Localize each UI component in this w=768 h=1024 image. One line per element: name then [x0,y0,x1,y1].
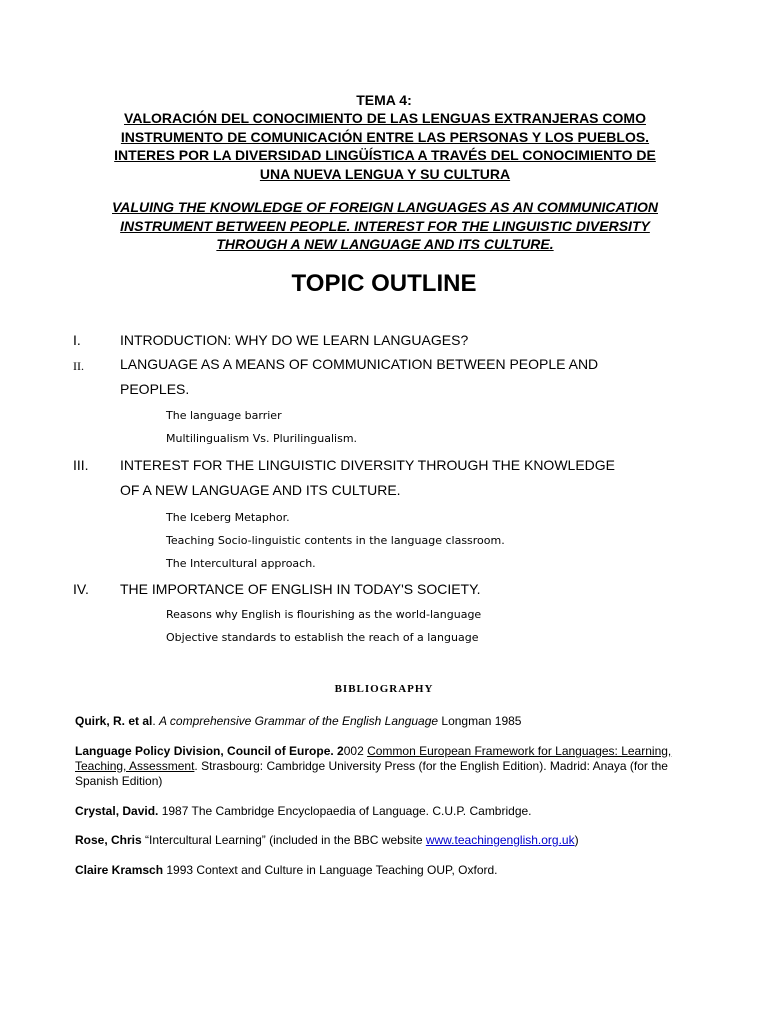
bibliography-entry [75,833,705,848]
tema-number: TEMA 4: [356,92,412,108]
bibliography-entry [75,714,705,729]
section-title [120,453,680,503]
english-title-line: INSTRUMENT BETWEEN PEOPLE. INTEREST FOR THE LINGUISTIC DIVERSITY [120,217,650,234]
entry-author: Quirk, R. et al [75,714,153,728]
subitem: The Intercultural approach. [166,557,316,570]
subitem: Teaching Socio-linguistic contents in the language classroom. [166,534,505,547]
entry-separator: . [152,714,160,728]
english-title-line: VALUING THE KNOWLEDGE OF FOREIGN LANGUAGES AS AN COMMUNICATION [112,199,658,215]
section-title-line: INTEREST FOR THE LINGUISTIC DIVERSITY THROUGH THE KNOWLEDGE [120,457,615,473]
subitem: Reasons why English is flourishing as the world-language [166,608,482,621]
section-title-line: PEOPLES. [120,381,190,397]
section-title [120,328,680,353]
entry-publisher: . Strasbourg: Cambridge University Press (for the English Edition). Madrid: Anaya (for the Spanish Edition) [75,759,668,788]
section-title-line: LANGUAGE AS A MEANS OF COMMUNICATION BETWEEN PEOPLE AND [120,356,599,372]
english-title [60,198,710,254]
subitem: The Iceberg Metaphor. [166,511,290,524]
website-link[interactable]: www.teachingenglish.org.uk [425,833,575,847]
spanish-title-line: INTERES POR LA DIVERSIDAD LINGÜÍSTICA A TRAVÉS DEL CONOCIMIENTO DE [114,147,656,163]
section-title [120,352,680,402]
spanish-title [60,109,710,183]
entry-author: Language Policy Division, Council of Europe. 2 [75,744,344,758]
entry-publisher: Longman 1985 [438,714,522,728]
spanish-title-line: UNA NUEVA LENGUA Y SU CULTURA [259,165,511,182]
spanish-title-line: INSTRUMENTO DE COMUNICACIÓN ENTRE LAS PERSONAS Y LOS PUEBLOS. [120,128,650,145]
subitem: The language barrier [166,409,282,422]
topic-outline-heading: TOPIC OUTLINE [291,270,477,297]
entry-details: 1993 Context and Culture in Language Teaching OUP, Oxford. [163,863,498,877]
entry-author: Crystal, David. [75,804,159,818]
subitem: Multilingualism Vs. Plurilingualism. [166,432,358,445]
section-numeral: III. [73,457,89,473]
section-title-line: THE IMPORTANCE OF ENGLISH IN TODAY'S SOCIETY. [120,581,481,597]
entry-year: 002 [343,744,368,758]
bibliography-entry [75,744,705,789]
entry-title-link[interactable]: Common European Framework for Languages: Learning, Teaching, Assessment [75,744,672,773]
section-title [120,577,680,602]
bibliography-entry [75,804,705,819]
bibliography-heading: BIBLIOGRAPHY [334,683,434,695]
entry-details: “Intercultural Learning” (included in the BBC website [141,833,426,847]
bibliography-entry [75,863,705,878]
section-numeral: IV. [73,581,89,597]
english-title-line: THROUGH A NEW LANGUAGE AND ITS CULTURE. [216,236,554,252]
section-title-line: OF A NEW LANGUAGE AND ITS CULTURE. [120,482,401,498]
subitem: Objective standards to establish the reach of a language [166,631,479,644]
entry-close-paren: ) [574,833,579,847]
entry-title: A comprehensive Grammar of the English Language [159,714,439,728]
section-numeral: I. [73,332,81,348]
section-numeral: II. [73,359,84,373]
section-title-line: INTRODUCTION: WHY DO WE LEARN LANGUAGES? [120,332,469,348]
spanish-title-line: VALORACIÓN DEL CONOCIMIENTO DE LAS LENGUAS EXTRANJERAS COMO [124,110,646,126]
entry-details: 1987 The Cambridge Encyclopaedia of Language. C.U.P. Cambridge. [158,804,532,818]
entry-author: Rose, Chris [75,833,142,847]
entry-author: Claire Kramsch [75,863,164,877]
